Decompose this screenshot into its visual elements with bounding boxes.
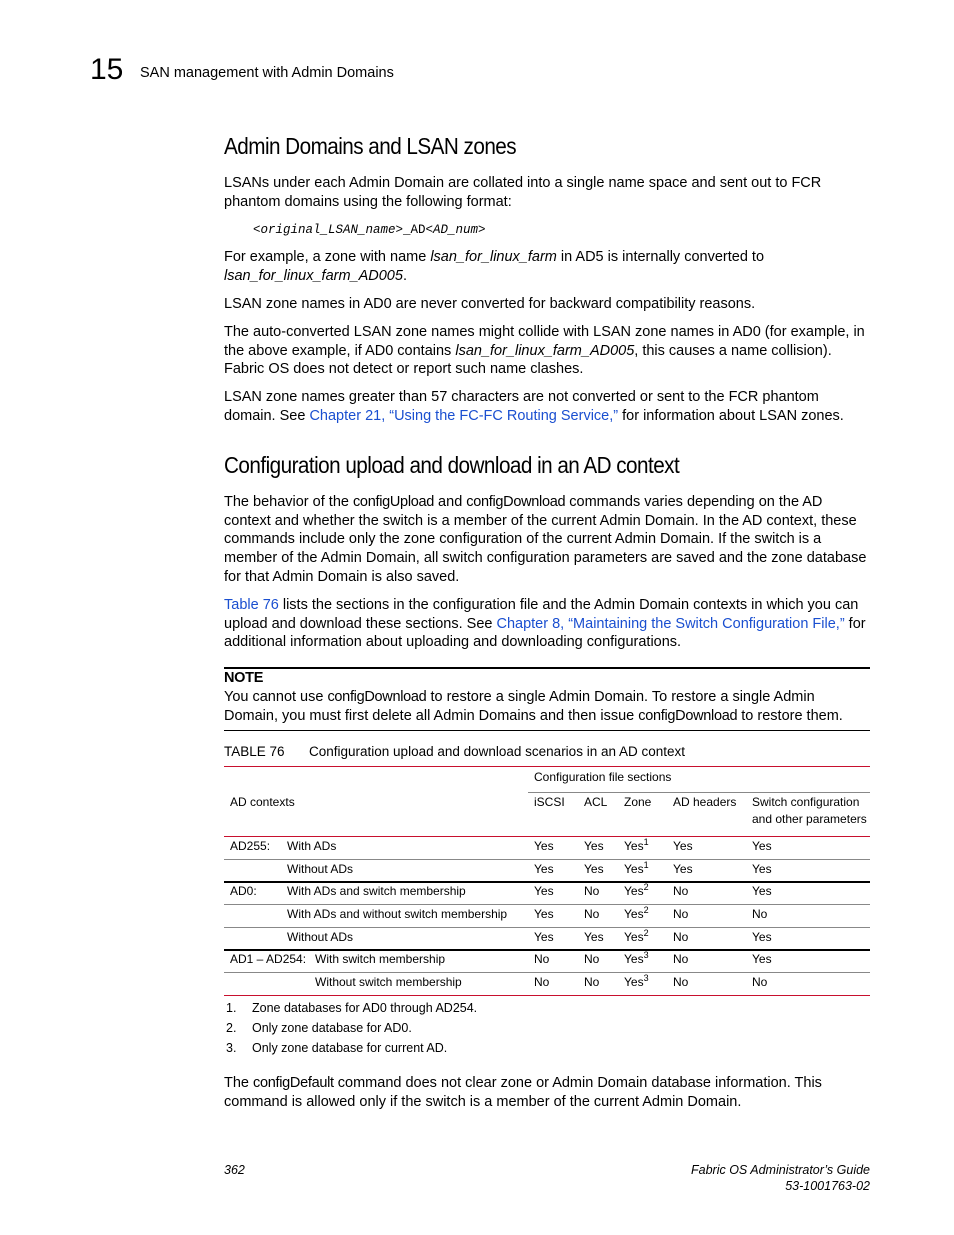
table-cell: Yes (673, 839, 693, 853)
table-cell (624, 952, 649, 967)
table-row-rule (224, 972, 870, 973)
table-cell: No (584, 884, 600, 898)
footnote: 3. Only zone database for current AD. (226, 1041, 448, 1055)
row-context: AD255: (230, 839, 271, 853)
col-zone: Zone (624, 795, 652, 809)
table-cell: Yes (752, 884, 772, 898)
table-cell: No (752, 975, 768, 989)
table-cell (624, 907, 649, 922)
row-subcontext: With ADs and without switch membership (287, 907, 508, 921)
footnote: 1. Zone databases for AD0 through AD254. (226, 1001, 478, 1015)
col-iscsi: iSCSI (534, 795, 565, 809)
table-cell: No (584, 975, 600, 989)
col-switch-config: Switch configuration (752, 795, 860, 809)
table-row-rule (224, 881, 870, 883)
table-cell: Yes (584, 839, 604, 853)
cell-value: Yes (624, 862, 644, 876)
table-cell: Yes (584, 930, 604, 944)
table-cell: Yes (752, 952, 772, 966)
table-cell: Yes (673, 862, 693, 876)
note-rule-top (224, 667, 870, 669)
note-text: You cannot use configDownload to restore a single Admin Domain. To restore a single Admin Domain, you must first delete all Admin Domains and then issue configDownload to restore them. (224, 689, 843, 724)
chapter-21-link[interactable]: Chapter 21, “Using the FC-FC Routing Service,” (309, 407, 619, 424)
paragraph: The behavior of the configUpload and configDownload commands varies depending on the AD context and whether the switch is a member of the current Admin Domain. In the AD context, these commands include only the zone configuration of the current Admin Domain. If the switch is a member of the Admin Domain, all switch configuration parameters are saved and the zone database for that Admin Domain is also saved. (224, 494, 867, 585)
col-ad-headers: AD headers (673, 795, 737, 809)
footer-guide: Fabric OS Administrator’s Guide 53-1001763-02 (691, 1163, 870, 1193)
table-cell: No (534, 952, 550, 966)
footnote-ref: 3 (643, 950, 649, 960)
format-code: <original_LSAN_name>_AD<AD_num> (253, 223, 486, 237)
note-rule-bottom (224, 730, 870, 731)
chapter-title: SAN management with Admin Domains (140, 65, 394, 81)
row-subcontext: Without switch membership (315, 975, 462, 989)
table-cell: Yes (534, 930, 554, 944)
table-cell: Yes (752, 862, 772, 876)
chapter-number: 15 (90, 53, 124, 86)
row-subcontext: With ADs (287, 839, 337, 853)
table-cell: Yes (752, 930, 772, 944)
chapter-8-link[interactable]: Chapter 8, “Maintaining the Switch Configuration File,” (496, 615, 845, 632)
footnote-ref: 1 (643, 837, 649, 847)
note-label: NOTE (224, 670, 264, 686)
paragraph: The auto-converted LSAN zone names might collide with LSAN zone names in AD0 (for example, in the above example, if AD0 contains lsan_for_linux_farm_AD005, this causes a name collision). Fabric OS does not detect or report such name clashes. (224, 324, 865, 378)
cell-value: Yes (624, 952, 644, 966)
row-context: AD0: (230, 884, 257, 898)
cell-value: Yes (624, 839, 644, 853)
footnote-ref: 2 (643, 882, 649, 892)
cell-value: Yes (624, 907, 644, 921)
section-heading-config: Configuration upload and download in an AD context (224, 452, 680, 478)
footnote-ref: 2 (643, 905, 649, 915)
table-cell: No (673, 930, 689, 944)
table-cell: Yes (584, 862, 604, 876)
table-cell: No (534, 975, 550, 989)
row-subcontext: With switch membership (315, 952, 446, 966)
row-subcontext: With ADs and switch membership (287, 884, 466, 898)
table-cell (624, 839, 649, 854)
table-cell: No (673, 975, 689, 989)
table-row-rule (224, 927, 870, 928)
row-subcontext: Without ADs (287, 930, 354, 944)
table-76-link[interactable]: Table 76 (224, 597, 279, 613)
table-cell: Yes (534, 907, 554, 921)
table-row-rule (224, 904, 870, 905)
page-number: 362 (224, 1163, 245, 1177)
col-switch-config-2: and other parameters (752, 812, 867, 826)
table-row-rule (224, 859, 870, 860)
footnote-ref: 3 (643, 973, 649, 983)
group-header-rule (528, 792, 870, 793)
row-context: AD1 – AD254: (230, 952, 307, 966)
table-cell: No (752, 907, 768, 921)
footnote-ref: 2 (643, 928, 649, 938)
paragraph: For example, a zone with name lsan_for_linux_farm in AD5 is internally converted to lsan_for_linux_farm_AD005. (224, 249, 765, 284)
cell-value: Yes (624, 975, 644, 989)
table-row-rule (224, 949, 870, 951)
table-row-rule (224, 995, 870, 996)
table-cell (624, 975, 649, 990)
table-cell: Yes (534, 884, 554, 898)
paragraph: Table 76 lists the sections in the configuration file and the Admin Domain contexts in which you can upload and download these sections. See Chapter 8, “Maintaining the Switch Configuration File,” for additional information about uploading and downloading configurations. (224, 597, 866, 651)
table-cell (624, 862, 649, 877)
footnote: 2. Only zone database for AD0. (226, 1021, 412, 1035)
table-caption: TABLE 76 Configuration upload and download scenarios in an AD context (224, 744, 686, 759)
paragraph: LSAN zone names in AD0 are never converted for backward compatibility reasons. (224, 296, 756, 312)
row-subcontext: Without ADs (287, 862, 354, 876)
table-cell: Yes (752, 839, 772, 853)
table-top-rule (224, 766, 870, 767)
col-acl: ACL (584, 795, 608, 809)
col-ad-contexts: AD contexts (230, 795, 295, 809)
table-cell: No (584, 907, 600, 921)
cell-value: Yes (624, 930, 644, 944)
paragraph: LSAN zone names greater than 57 characters are not converted or sent to the FCR phantom domain. See Chapter 21, “Using the FC-FC Routing Service,” for information about LSAN zones. (224, 389, 844, 424)
table-header-rule (224, 836, 870, 837)
table-cell: No (673, 952, 689, 966)
group-header: Configuration file sections (534, 770, 672, 784)
table-cell: No (673, 884, 689, 898)
table-cell: No (584, 952, 600, 966)
paragraph: The configDefault command does not clear zone or Admin Domain database information. This command is allowed only if the switch is a member of the current Admin Domain. (224, 1075, 822, 1110)
table-cell (624, 930, 649, 945)
section-heading-lsan: Admin Domains and LSAN zones (224, 133, 517, 159)
table-cell: Yes (534, 839, 554, 853)
table-cell (624, 884, 649, 899)
paragraph: LSANs under each Admin Domain are collated into a single name space and sent out to FCR phantom domains using the following format: (224, 175, 822, 210)
table-cell: No (673, 907, 689, 921)
table-cell: Yes (534, 862, 554, 876)
cell-value: Yes (624, 884, 644, 898)
footnote-ref: 1 (643, 860, 649, 870)
